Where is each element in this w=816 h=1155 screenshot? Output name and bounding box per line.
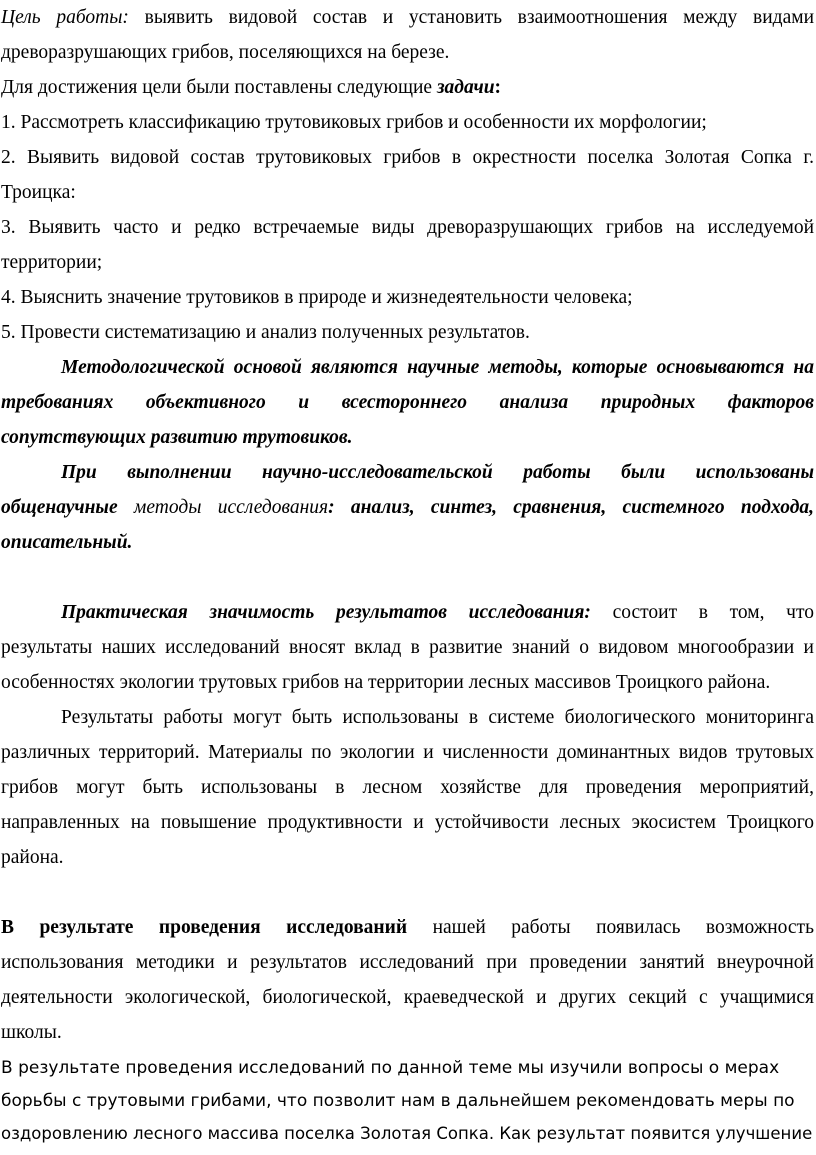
task-item-3: 3. Выявить часто и редко встречаемые виды древоразрушающих грибов на исследуемой <box>1 217 814 238</box>
text-line: различных территорий. Материалы по экологии и численности доминантных видов трутовых <box>1 742 814 763</box>
text-line: особенностях экологии трутовых грибов на территории лесных массивов Троицкого района. <box>1 672 771 693</box>
task-item-2-cont: Троицка: <box>1 182 76 203</box>
text-line: В результате проведения исследований по данной теме мы изучили вопросы о мерах <box>1 1058 780 1078</box>
methodology-line: Методологической основой являются научные методы, которые основываются на <box>61 357 814 378</box>
text-line: направленных на повышение продуктивности и устойчивости лесных экосистем Троицкого <box>1 812 814 833</box>
results-label: В результате проведения исследований <box>1 917 408 938</box>
text-line: оздоровлению лесного массива поселка Золотая Сопка. Как результат появится улучшение <box>1 1124 813 1143</box>
task-item-5: 5. Провести систематизацию и анализ полученных результатов. <box>1 322 530 343</box>
tasks-colon: : <box>494 77 502 98</box>
text-line: использования методики и результатов исследований при проведении занятий внеурочной <box>1 952 814 973</box>
text-line: древоразрушающих грибов, поселяющихся на березе. <box>1 42 450 63</box>
results-text: нашей работы появилась возможность <box>407 917 814 938</box>
goal-line <box>1 1 814 35</box>
text-line: результаты наших исследований вносят вклад в развитие знаний о видовом многообразии и <box>1 637 814 658</box>
tasks-intro-text: Для достижения цели были поставлены следующие <box>1 77 437 98</box>
methods-research: методы исследования <box>117 497 329 518</box>
task-item-3-cont: территории; <box>1 252 103 273</box>
text-line: района. <box>1 847 64 868</box>
methods-line: описательный. <box>1 532 133 553</box>
task-item-2: 2. Выявить видовой состав трутовиковых грибов в окрестности поселка Золотая Сопка г. <box>1 147 814 168</box>
text-line: борьбы с трутовыми грибами, что позволит нам в дальнейшем рекомендовать меры по <box>1 1091 795 1111</box>
tasks-intro-line <box>1 71 814 105</box>
results-line <box>1 911 814 945</box>
goal-label: Цель работы: <box>1 7 129 28</box>
significance-line <box>61 596 814 630</box>
significance-text: состоит в том, что <box>590 602 814 623</box>
text-line: школы. <box>1 1022 62 1043</box>
methods-general: общенаучные <box>1 497 118 518</box>
methods-line <box>1 491 814 525</box>
task-item-1: 1. Рассмотреть классификацию трутовиковых грибов и особенности их морфологии; <box>1 112 707 133</box>
methodology-line: требованиях объективного и всестороннего анализа природных факторов <box>1 392 814 413</box>
text-line: Результаты работы могут быть использованы в системе биологического мониторинга <box>61 707 814 728</box>
text-line: деятельности экологической, биологической, краеведческой и других секций с учащимися <box>1 987 814 1008</box>
goal-text: выявить видовой состав и установить взаимоотношения между видами <box>128 7 815 28</box>
text-line: грибов могут быть использованы в лесном хозяйстве для проведения мероприятий, <box>1 777 814 798</box>
significance-label: Практическая значимость результатов исследования: <box>61 602 591 623</box>
methods-line: При выполнении научно-исследовательской работы были использованы <box>61 462 814 483</box>
methods-list: : анализ, синтез, сравнения, системного подхода, <box>328 497 815 518</box>
task-item-4: 4. Выяснить значение трутовиков в природе и жизнедеятельности человека; <box>1 287 633 308</box>
tasks-label: задачи <box>436 77 495 98</box>
methodology-line: сопутствующих развитию трутовиков. <box>1 427 353 448</box>
